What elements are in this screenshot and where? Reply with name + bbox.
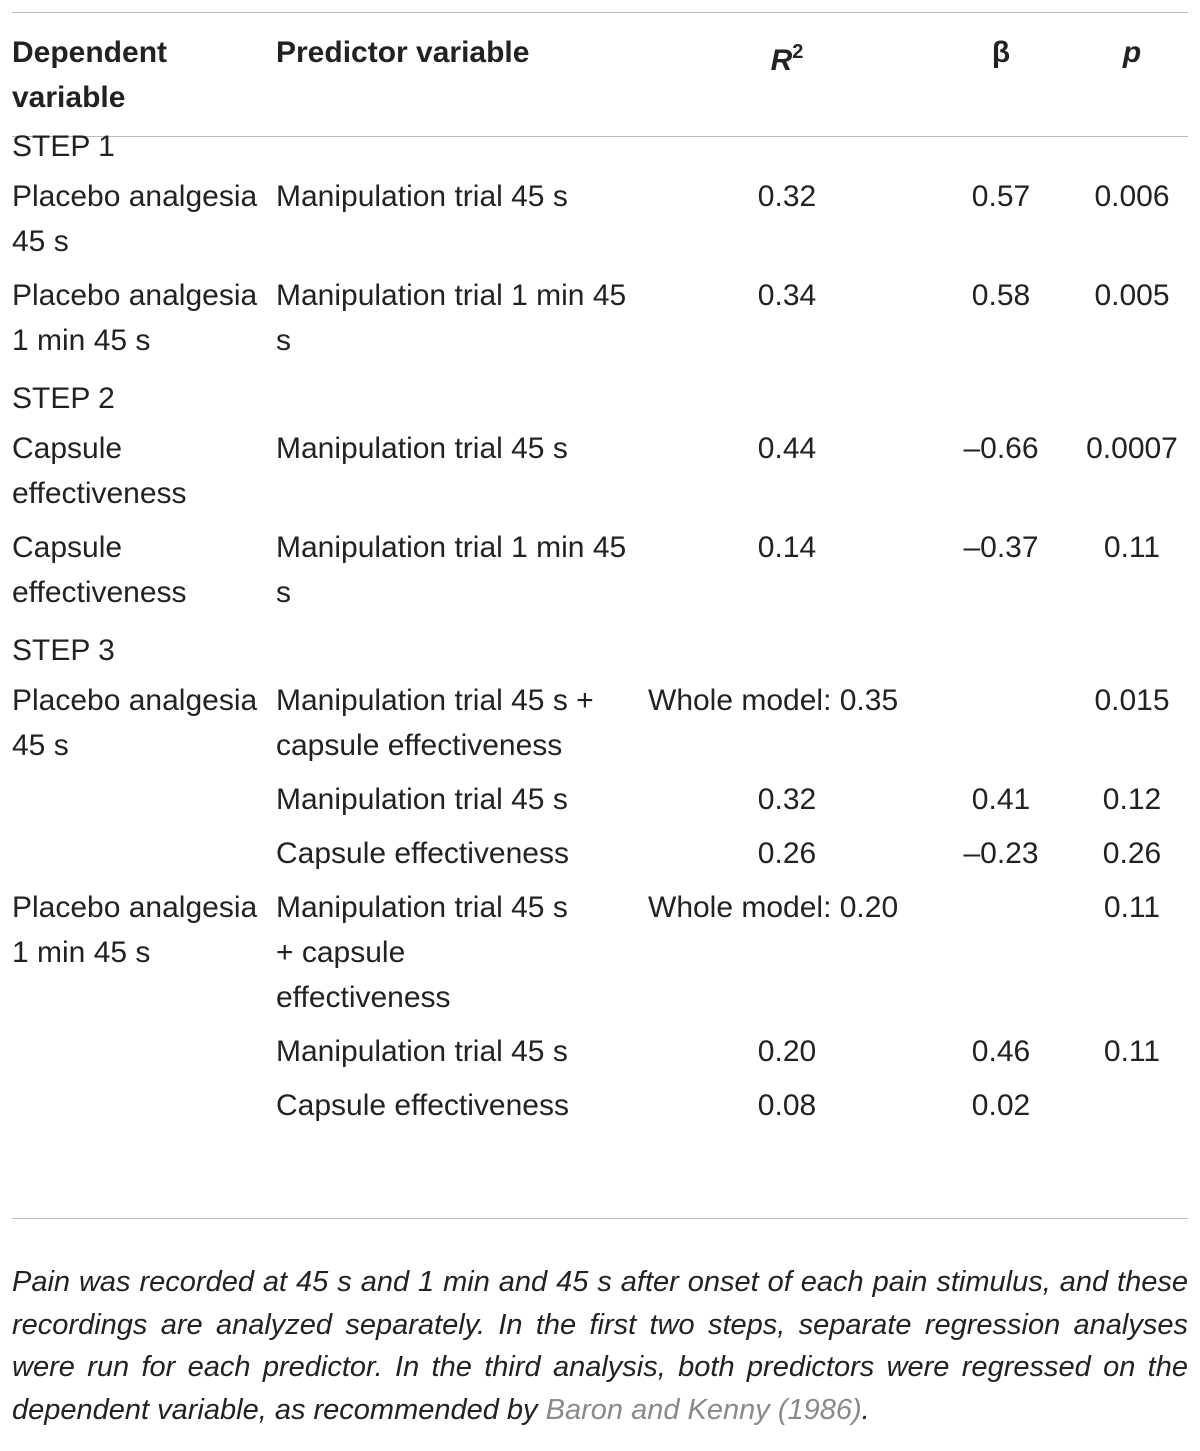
cell-dependent: Placebo analgesia 45 s	[12, 180, 258, 258]
table-row	[12, 885, 1188, 1029]
cell-r2: 0.32	[757, 783, 817, 816]
cell-dependent	[12, 777, 276, 831]
table-row	[12, 273, 1188, 372]
table-row	[12, 525, 1188, 624]
cell-p: 0.26	[1102, 837, 1162, 870]
header-p: p	[1122, 36, 1142, 69]
cell-predictor: Manipulation trial 45 s	[276, 1035, 568, 1068]
cell-dependent: Placebo analgesia 45 s	[12, 684, 258, 762]
cell-dependent: Capsule effectiveness	[12, 531, 187, 609]
cell-p: 0.11	[1103, 1035, 1161, 1068]
cell-predictor: Capsule effectiveness	[276, 1089, 569, 1122]
cell-p: 0.11	[1103, 891, 1161, 924]
step-label: STEP 2	[12, 382, 115, 415]
table-row	[12, 831, 1188, 885]
cell-beta: 0.02	[971, 1089, 1031, 1122]
header-dependent: Dependent variable	[12, 36, 168, 114]
header-r2-sup: 2	[792, 41, 804, 63]
header-predictor: Predictor variable	[276, 36, 530, 69]
citation-year[interactable]: (1986)	[777, 1393, 862, 1426]
cell-beta: 0.57	[971, 180, 1031, 213]
section-heading	[12, 120, 1188, 174]
table-row	[12, 1029, 1188, 1083]
table-row	[12, 426, 1188, 525]
cell-dependent: Capsule effectiveness	[12, 432, 187, 510]
cell-dependent	[12, 831, 276, 885]
footnote-end: .	[861, 1393, 870, 1426]
table-row	[12, 1083, 1188, 1137]
cell-dependent	[12, 1083, 276, 1137]
cell-predictor: Manipulation trial 1 min 45 s	[276, 279, 627, 357]
cell-r2: 0.08	[757, 1089, 817, 1122]
cell-r2: 0.32	[757, 180, 817, 213]
cell-dependent: Placebo analgesia 1 min 45 s	[12, 279, 258, 357]
header-r2	[648, 30, 926, 120]
cell-predictor: Manipulation trial 45 s	[276, 180, 568, 213]
cell-dependent: Placebo analgesia 1 min 45 s	[12, 891, 258, 969]
citation-link[interactable]	[546, 1394, 862, 1426]
cell-predictor: Manipulation trial 45 s + capsule effectiveness	[276, 891, 568, 1014]
cell-r2-whole-model: Whole model: 0.20	[648, 891, 899, 924]
cell-beta: –0.37	[963, 531, 1039, 564]
cell-r2-whole-model: Whole model: 0.35	[648, 684, 899, 717]
cell-p: 0.005	[1094, 279, 1170, 312]
header-beta: β	[991, 36, 1011, 69]
cell-r2: 0.26	[757, 837, 817, 870]
cell-p: 0.11	[1103, 531, 1161, 564]
cell-p: 0.12	[1102, 783, 1162, 816]
cell-predictor: Manipulation trial 1 min 45 s	[276, 531, 627, 609]
cell-r2: 0.14	[757, 531, 817, 564]
cell-r2: 0.44	[757, 432, 817, 465]
cell-p	[1076, 1083, 1188, 1137]
cell-beta: 0.41	[971, 783, 1031, 816]
cell-beta: 0.58	[971, 279, 1031, 312]
cell-r2: 0.20	[757, 1035, 817, 1068]
regression-table	[12, 30, 1188, 1137]
header-r2-base: R	[770, 44, 793, 77]
step-label: STEP 1	[12, 130, 115, 163]
footnote-text: Pain was recorded at 45 s and 1 min and 45 s after onset of each pain stimulus, and these recordings are analyzed separately. In the first two steps, separate regression analyses were run for each predictor. In the third analysis, both predictors were regressed on the dependent variable, as recommended by	[12, 1266, 1188, 1426]
cell-p: 0.0007	[1086, 432, 1178, 465]
cell-predictor: Manipulation trial 45 s + capsule effectiveness	[276, 684, 594, 762]
cell-predictor: Capsule effectiveness	[276, 837, 569, 870]
header-row	[12, 30, 1188, 120]
cell-p: 0.006	[1094, 180, 1170, 213]
cell-beta: –0.23	[963, 837, 1039, 870]
table-row	[12, 678, 1188, 777]
step-label: STEP 3	[12, 634, 115, 667]
cell-predictor: Manipulation trial 45 s	[276, 432, 568, 465]
bottom-rule	[12, 1218, 1188, 1219]
table-row	[12, 174, 1188, 273]
cell-p: 0.015	[1094, 684, 1170, 717]
cell-predictor: Manipulation trial 45 s	[276, 783, 568, 816]
cell-dependent	[12, 1029, 276, 1083]
citation-authors[interactable]: Baron and Kenny	[545, 1393, 770, 1426]
top-rule	[12, 12, 1188, 13]
section-heading	[12, 372, 1188, 426]
cell-beta: 0.46	[971, 1035, 1031, 1068]
cell-r2: 0.34	[757, 279, 817, 312]
table-row	[12, 777, 1188, 831]
section-heading	[12, 624, 1188, 678]
table-footnote	[12, 1261, 1188, 1431]
cell-beta: –0.66	[963, 432, 1039, 465]
